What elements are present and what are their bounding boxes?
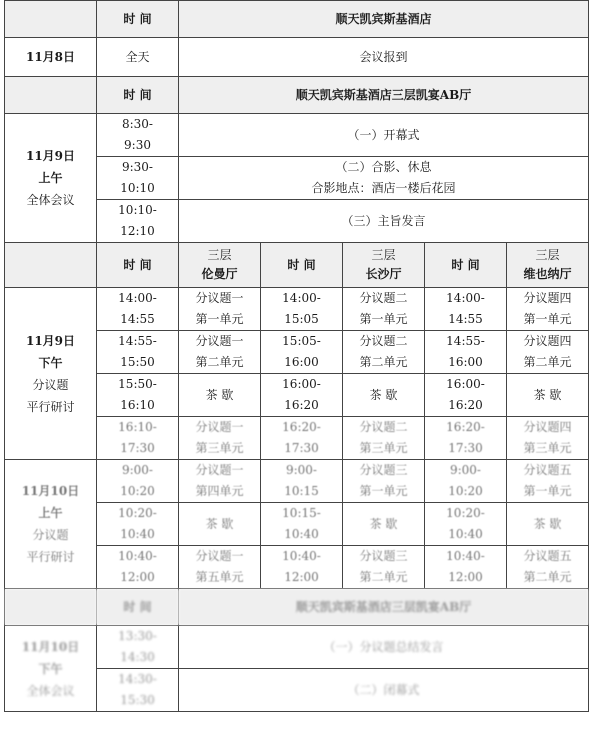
date-cell [5, 626, 97, 712]
hall-header [179, 243, 261, 288]
time-end: 12:00 [284, 570, 319, 584]
session-cell [507, 417, 589, 460]
time-cell [261, 503, 343, 546]
time-cell [261, 460, 343, 503]
event-cell: （二）闭幕式 [179, 669, 589, 712]
time-cell [425, 331, 507, 374]
session-label: 分议题 [32, 377, 69, 392]
session-title: 分议题三 [359, 549, 408, 563]
hall-name: 伦曼厅 [201, 267, 238, 281]
time-start: 9:00- [121, 463, 153, 477]
session-cell [343, 546, 425, 589]
time-cell [97, 417, 179, 460]
time-start: 10:40- [282, 549, 321, 563]
header-blank [5, 77, 97, 114]
time-start: 16:00- [282, 377, 321, 391]
hall-floor: 三层 [535, 248, 560, 262]
time-start: 14:00- [118, 291, 157, 305]
session-title: 分议题一 [195, 291, 244, 305]
date-cell [5, 460, 97, 589]
session-unit: 第五单元 [195, 570, 244, 584]
header-row-4 [5, 589, 589, 626]
session-title: 分议题四 [523, 334, 572, 348]
time-end: 15:50 [120, 355, 155, 369]
time-cell [425, 374, 507, 417]
session-cell [507, 331, 589, 374]
time-end: 16:00 [284, 355, 319, 369]
event-note: 合影地点：酒店一楼后花园 [311, 181, 456, 195]
time-end: 10:15 [284, 484, 319, 498]
header-blank [5, 589, 97, 626]
hall-floor: 三层 [207, 248, 232, 262]
time-end: 14:55 [120, 312, 155, 326]
hall-header [507, 243, 589, 288]
time-end: 15:05 [284, 312, 319, 326]
time-cell [97, 200, 179, 243]
time-end: 10:40 [284, 527, 319, 541]
time-end: 9:30 [124, 138, 151, 152]
time-cell [425, 546, 507, 589]
schedule-row [5, 626, 589, 669]
header-venue: 顺天凯宾斯基酒店三层凯宴AB厅 [179, 77, 589, 114]
time-end: 12:00 [120, 570, 155, 584]
time-end: 14:30 [120, 650, 155, 664]
session-cell [179, 546, 261, 589]
time-cell: 全天 [97, 38, 179, 77]
header-blank [5, 243, 97, 288]
date-cell: 11月8日 [5, 38, 97, 77]
session-cell [507, 503, 589, 546]
session-cell [179, 417, 261, 460]
time-start: 8:30- [121, 117, 153, 131]
time-end: 10:40 [120, 527, 155, 541]
period-label: 上午 [38, 506, 63, 520]
session-title: 茶 歇 [205, 516, 234, 531]
time-start: 15:50- [118, 377, 157, 391]
session-cell [343, 288, 425, 331]
date-label: 11月9日 [25, 149, 76, 163]
time-end: 15:30 [120, 693, 155, 707]
time-start: 9:00- [449, 463, 481, 477]
session-unit: 第二单元 [359, 355, 408, 369]
period-label: 上午 [38, 171, 63, 185]
session-cell [179, 374, 261, 417]
header-row-3 [5, 243, 589, 288]
session-title: 分议题二 [359, 334, 408, 348]
time-start: 10:10- [118, 203, 157, 217]
header-time: 时 间 [97, 77, 179, 114]
session-title: 茶 歇 [533, 387, 562, 402]
time-cell [425, 503, 507, 546]
session-unit: 第三单元 [523, 441, 572, 455]
session-title: 分议题二 [359, 291, 408, 305]
time-cell [97, 288, 179, 331]
time-start: 9:30- [121, 160, 153, 174]
time-cell [261, 417, 343, 460]
session-unit: 第一单元 [523, 484, 572, 498]
time-end: 16:20 [284, 398, 319, 412]
session-cell [507, 460, 589, 503]
hall-header [343, 243, 425, 288]
session-unit: 第二单元 [523, 355, 572, 369]
header-row-2 [5, 77, 589, 114]
header-time: 时 间 [261, 243, 343, 288]
time-end: 10:20 [448, 484, 483, 498]
time-end: 10:10 [120, 181, 155, 195]
session-cell [179, 460, 261, 503]
header-venue: 顺天凯宾斯基酒店三层凯宴AB厅 [179, 589, 589, 626]
session-title: 茶 歇 [205, 387, 234, 402]
session-title: 分议题五 [523, 549, 572, 563]
time-end: 16:10 [120, 398, 155, 412]
time-end: 12:10 [120, 224, 155, 238]
session-unit: 第四单元 [195, 484, 244, 498]
time-start: 16:10- [118, 420, 157, 434]
time-cell [261, 331, 343, 374]
time-cell [261, 546, 343, 589]
event-cell: 会议报到 [179, 38, 589, 77]
time-cell [425, 417, 507, 460]
session-title: 分议题一 [195, 549, 244, 563]
time-start: 14:55- [446, 334, 485, 348]
session-unit: 第二单元 [359, 570, 408, 584]
time-cell [97, 331, 179, 374]
session-label: 平行研讨 [26, 399, 75, 414]
session-title: 分议题三 [359, 463, 408, 477]
session-title: 茶 歇 [533, 516, 562, 531]
session-unit: 第一单元 [359, 484, 408, 498]
time-start: 10:15- [282, 506, 321, 520]
time-end: 16:00 [448, 355, 483, 369]
session-title: 分议题四 [523, 291, 572, 305]
session-label: 分议题 [32, 528, 69, 542]
conference-schedule-table [4, 0, 589, 712]
hall-name: 维也纳厅 [523, 267, 572, 281]
session-cell [343, 417, 425, 460]
session-cell [343, 374, 425, 417]
time-end: 10:20 [120, 484, 155, 498]
session-unit: 第一单元 [359, 312, 408, 326]
session-unit: 第二单元 [523, 570, 572, 584]
time-end: 17:30 [120, 441, 155, 455]
hall-name: 长沙厅 [365, 267, 402, 281]
period-label: 下午 [38, 355, 63, 370]
hall-floor: 三层 [371, 248, 396, 262]
time-start: 13:30- [118, 629, 157, 643]
session-cell [507, 288, 589, 331]
session-label: 平行研讨 [26, 550, 75, 564]
header-time: 时 间 [97, 243, 179, 288]
time-end: 17:30 [284, 441, 319, 455]
time-end: 16:20 [448, 398, 483, 412]
time-start: 9:00- [285, 463, 317, 477]
time-start: 16:00- [446, 377, 485, 391]
date-cell [5, 114, 97, 243]
time-cell [97, 157, 179, 200]
date-cell [5, 288, 97, 460]
session-unit: 第三单元 [359, 441, 408, 455]
date-label: 11月10日 [21, 484, 80, 498]
time-start: 16:20- [446, 420, 485, 434]
session-cell [343, 460, 425, 503]
time-end: 17:30 [448, 441, 483, 455]
session-unit: 第二单元 [195, 355, 244, 369]
time-cell [97, 374, 179, 417]
time-cell [261, 374, 343, 417]
session-label: 全体会议 [26, 193, 75, 207]
time-cell [425, 460, 507, 503]
time-cell [425, 288, 507, 331]
time-start: 14:55- [118, 334, 157, 348]
date-label: 11月10日 [21, 639, 80, 654]
event-cell: （一）分议题总结发言 [179, 626, 589, 669]
time-end: 12:00 [448, 570, 483, 584]
header-venue: 顺天凯宾斯基酒店 [179, 1, 589, 38]
schedule-row [5, 114, 589, 157]
header-time: 时 间 [425, 243, 507, 288]
time-cell [97, 114, 179, 157]
session-cell [343, 503, 425, 546]
time-cell [97, 460, 179, 503]
time-start: 10:40- [118, 549, 157, 563]
session-title: 分议题一 [195, 463, 244, 477]
time-start: 14:30- [118, 672, 157, 686]
header-blank [5, 1, 97, 38]
time-start: 10:40- [446, 549, 485, 563]
time-cell [97, 669, 179, 712]
header-time: 时 间 [97, 589, 179, 626]
session-cell [179, 288, 261, 331]
session-cell [507, 374, 589, 417]
date-label: 11月9日 [25, 333, 76, 348]
time-start: 16:20- [282, 420, 321, 434]
session-unit: 第一单元 [523, 312, 572, 326]
time-start: 10:20- [446, 506, 485, 520]
session-title: 分议题一 [195, 420, 244, 434]
schedule-row [5, 38, 589, 77]
time-start: 15:05- [282, 334, 321, 348]
time-cell [97, 626, 179, 669]
session-title: 分议题四 [523, 420, 572, 434]
session-title: 分议题一 [195, 334, 244, 348]
time-end: 10:40 [448, 527, 483, 541]
time-cell [97, 503, 179, 546]
time-start: 14:00- [446, 291, 485, 305]
event-title: （二）合影、休息 [335, 160, 432, 174]
time-start: 14:00- [282, 291, 321, 305]
session-cell [343, 331, 425, 374]
session-title: 分议题二 [359, 420, 408, 434]
session-title: 分议题五 [523, 463, 572, 477]
header-row-1 [5, 1, 589, 38]
session-unit: 第一单元 [195, 312, 244, 326]
time-start: 10:20- [118, 506, 157, 520]
header-time: 时 间 [97, 1, 179, 38]
time-end: 14:55 [448, 312, 483, 326]
event-cell [179, 157, 589, 200]
session-unit: 第三单元 [195, 441, 244, 455]
session-cell [179, 503, 261, 546]
session-title: 茶 歇 [369, 516, 398, 531]
period-label: 下午 [38, 661, 63, 676]
parallel-row [5, 460, 589, 503]
time-cell [261, 288, 343, 331]
time-cell [97, 546, 179, 589]
session-title: 茶 歇 [369, 387, 398, 402]
session-label: 全体会议 [26, 683, 75, 698]
parallel-row [5, 288, 589, 331]
session-cell [507, 546, 589, 589]
event-cell: （一）开幕式 [179, 114, 589, 157]
session-cell [179, 331, 261, 374]
event-cell: （三）主旨发言 [179, 200, 589, 243]
